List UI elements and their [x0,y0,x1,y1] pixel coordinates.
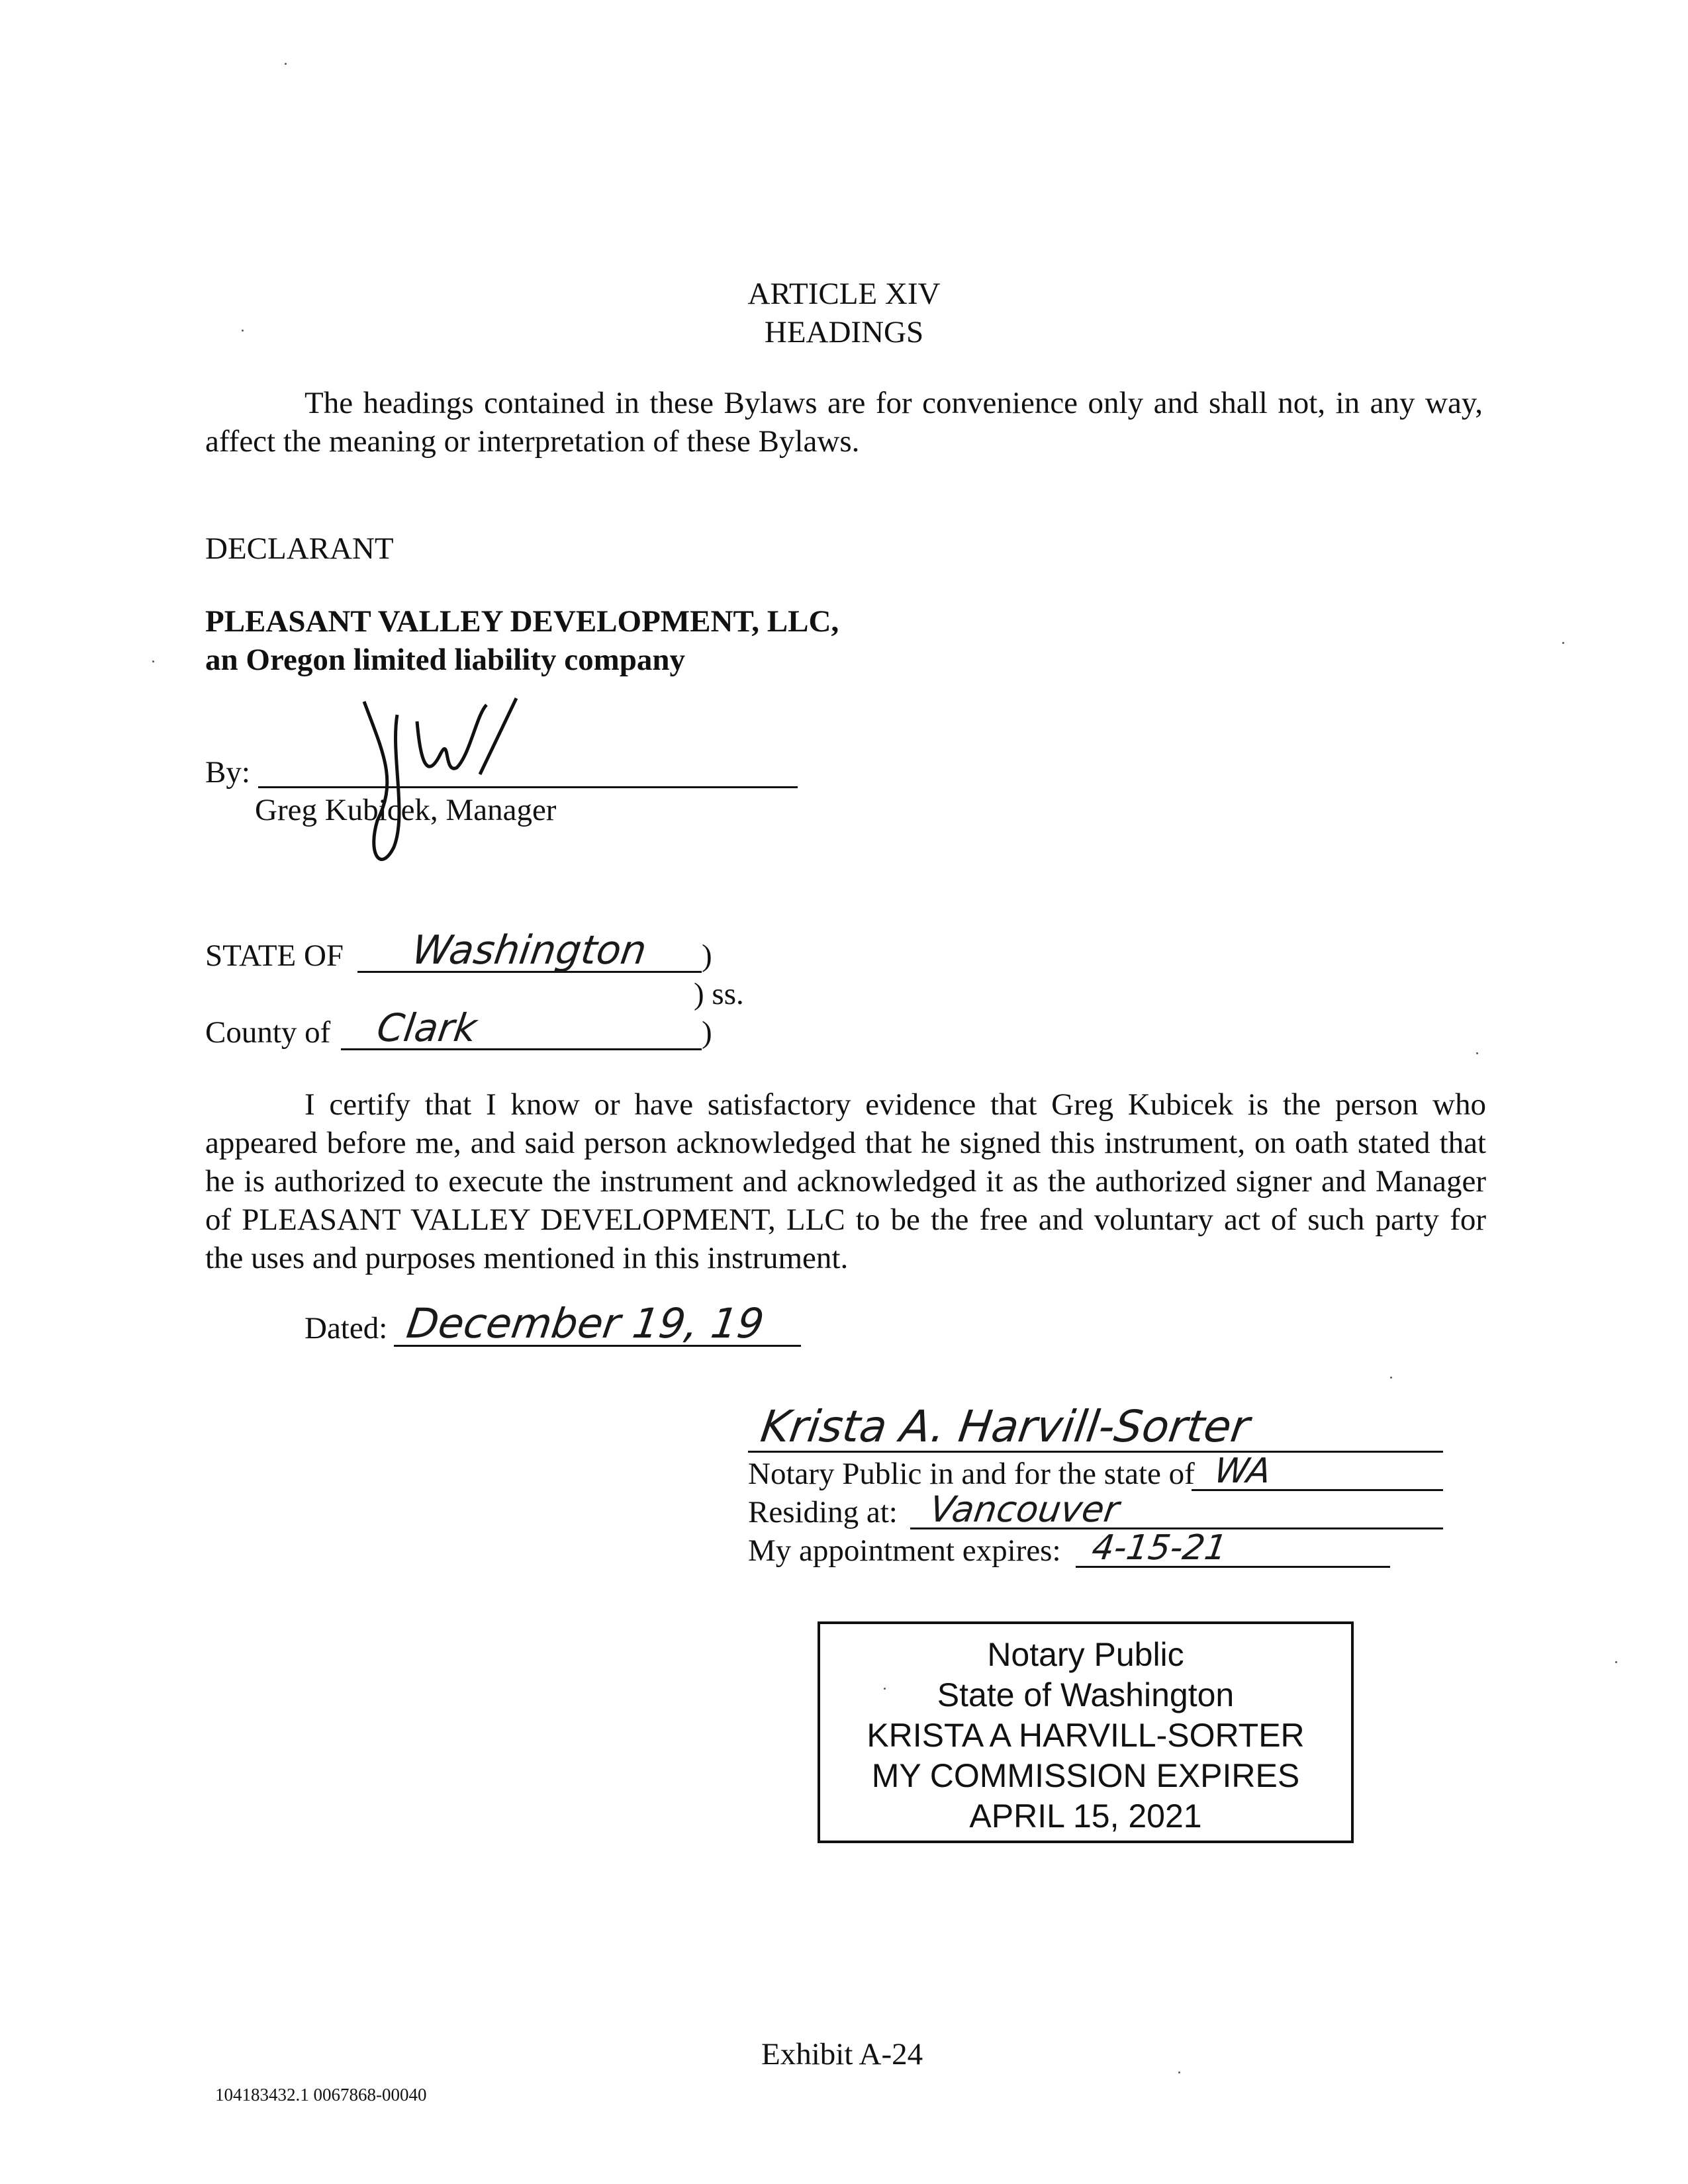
county-paren: ) [702,1015,712,1050]
scan-speck [1390,1377,1392,1379]
stamp-line-2: State of Washington [937,1676,1235,1713]
signer-name: Greg Kubicek, Manager [255,793,557,827]
residing-field [910,1488,1443,1530]
residing-value: Vancouver [927,1488,1122,1530]
by-label: By: [205,755,250,790]
notary-state-value: WA [1211,1451,1274,1491]
ss-label: ) ss. [694,977,744,1011]
residing-label: Residing at: [748,1495,898,1529]
notary-signature: Krista A. Harvill-Sorter [757,1401,1253,1452]
notary-public-label: Notary Public in and for the state of [748,1457,1195,1491]
article-title: HEADINGS [764,315,924,349]
expires-label: My appointment expires: [748,1533,1061,1568]
state-field [357,927,702,974]
scan-speck [884,1688,886,1690]
county-value: Clark [374,1005,480,1050]
stamp-line-4: MY COMMISSION EXPIRES [871,1757,1300,1794]
scan-speck [1615,1661,1617,1663]
scan-speck [152,660,154,662]
stamp-line-5: APRIL 15, 2021 [969,1797,1202,1835]
dated-field [394,1299,801,1347]
scan-speck [1178,2071,1180,2073]
state-paren: ) [702,938,712,973]
declarant-signature [344,675,543,887]
document-id: 104183432.1 0067868-00040 [215,2085,427,2105]
declarant-company: PLEASANT VALLEY DEVELOPMENT, LLC, [205,604,839,639]
expires-field [1076,1530,1390,1568]
scan-speck [1562,642,1564,644]
scan-speck [242,330,244,332]
state-value: Washington [409,927,650,974]
dated-label: Dated: [305,1311,388,1345]
article-paragraph: The headings contained in these Bylaws are for convenience only and shall not, in any way, affect the meaning or interpretation of these Bylaws. [205,386,1483,459]
dated-value: December 19, 19 [403,1299,767,1347]
expires-value: 4-15-21 [1089,1528,1230,1568]
stamp-line-1: Notary Public [987,1636,1184,1673]
certification-paragraph: I certify that I know or have satisfactory evidence that Greg Kubicek is the person who appeared before me, and said person acknowledged that he signed this instrument, on oath stated that he is authorized to execute the instrument and acknowledged it as the authorized signer and Manager of PLEASANT VALLEY DEVELOPMENT, LLC to be the free and voluntary act of such party for the uses and purposes mentioned in this instrument. [205,1087,1486,1275]
notary-state-field [1192,1453,1443,1491]
stamp-line-3: KRISTA A HARVILL-SORTER [867,1717,1305,1754]
declarant-company-desc: an Oregon limited liability company [205,643,686,677]
notary-stamp [818,1621,1354,1843]
article-number: ARTICLE XIV [747,277,941,311]
county-label: County of [205,1015,331,1050]
scan-speck [1476,1052,1478,1054]
state-label: STATE OF [205,938,344,973]
scan-speck [285,63,287,65]
notary-signature-line [748,1403,1443,1453]
declarant-label: DECLARANT [205,531,394,566]
county-field [341,1007,702,1050]
exhibit-label: Exhibit A-24 [761,2037,923,2071]
